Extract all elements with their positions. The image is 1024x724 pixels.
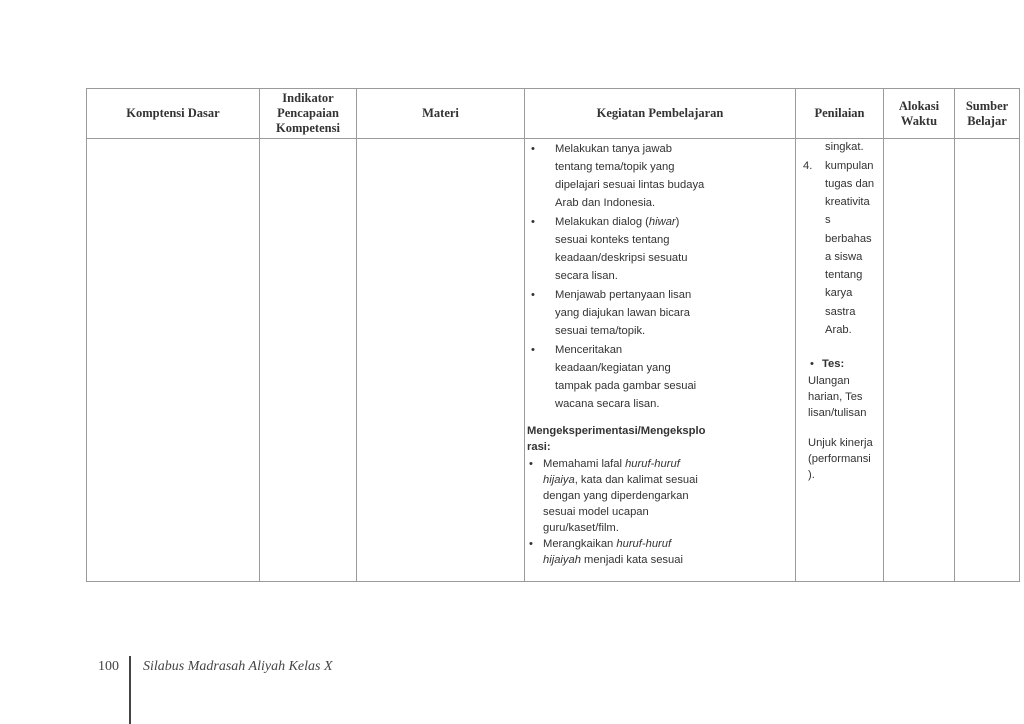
text-line: keadaan/deskripsi sesuatu bbox=[555, 252, 688, 264]
header-sumber-line: Sumber bbox=[965, 98, 1009, 113]
text-part: Melakukan dialog ( bbox=[555, 216, 649, 228]
text-line: dipelajari sesuai lintas budaya bbox=[555, 179, 705, 191]
text-line: s bbox=[825, 214, 831, 226]
text-part: Memahami lafal bbox=[543, 458, 626, 470]
text-line: harian, Tes bbox=[808, 391, 863, 403]
header-sumber bbox=[955, 89, 1020, 139]
text-line: tentang tema/topik yang bbox=[555, 161, 675, 173]
italic-term: hijaiyah bbox=[543, 554, 581, 566]
text-line: lisan/tulisan bbox=[808, 407, 867, 419]
text-line: Menceritakan bbox=[555, 344, 623, 356]
text-line: Arab. bbox=[825, 324, 852, 336]
cell-indikator bbox=[260, 139, 357, 582]
list-number: 4. bbox=[803, 160, 813, 172]
text-line: Menjawab pertanyaan lisan bbox=[555, 289, 692, 301]
cell-kegiatan bbox=[525, 139, 796, 582]
italic-term: huruf-huruf bbox=[616, 538, 672, 550]
hiwar-term: hiwar bbox=[648, 216, 676, 228]
header-indikator-line: Kompetensi bbox=[276, 121, 340, 135]
cell-kompetensi-dasar bbox=[87, 139, 260, 582]
header-alokasi-line: Alokasi bbox=[898, 98, 940, 113]
text-line: dengan yang diperdengarkan bbox=[543, 490, 689, 502]
text-line bbox=[543, 554, 683, 566]
text-line: sesuai tema/topik. bbox=[555, 325, 646, 337]
header-alokasi-line: Waktu bbox=[900, 113, 938, 128]
tes-label: Tes: bbox=[822, 358, 845, 370]
bullet: • bbox=[529, 458, 533, 470]
bullet: • bbox=[531, 344, 535, 356]
text-part: Merangkaikan bbox=[543, 538, 617, 550]
text-line: kreativita bbox=[825, 196, 870, 208]
text-line: sesuai konteks tentang bbox=[555, 234, 670, 246]
text-line: (performansi bbox=[808, 453, 871, 465]
text-line: Ulangan bbox=[808, 375, 850, 387]
text-line: ). bbox=[808, 469, 815, 481]
header-kompetensi-dasar: Komptensi Dasar bbox=[87, 89, 260, 139]
text-line: tentang bbox=[825, 269, 863, 281]
text-line: sastra bbox=[825, 306, 856, 318]
bullet: • bbox=[531, 143, 535, 155]
text-line bbox=[543, 474, 698, 486]
text-line: berbahas bbox=[825, 233, 872, 245]
text-line: karya bbox=[825, 287, 853, 299]
cell-materi bbox=[357, 139, 525, 582]
header-materi: Materi bbox=[357, 89, 525, 139]
italic-term: hijaiya bbox=[543, 474, 575, 486]
footer-divider bbox=[129, 656, 131, 724]
cell-penilaian bbox=[796, 139, 884, 582]
bullet: • bbox=[529, 538, 533, 550]
bullet: • bbox=[531, 289, 535, 301]
text-line: Unjuk kinerja bbox=[808, 437, 873, 449]
cell-alokasi bbox=[884, 139, 955, 582]
text-line: wacana secara lisan. bbox=[555, 398, 660, 410]
italic-term: huruf-huruf bbox=[625, 458, 680, 470]
text-line: sesuai model ucapan bbox=[543, 506, 649, 518]
content-row bbox=[87, 139, 1020, 582]
text-line: tugas dan bbox=[825, 178, 875, 190]
text-line: Arab dan Indonesia. bbox=[555, 197, 656, 209]
text-line bbox=[543, 538, 671, 550]
text-line: yang diajukan lawan bicara bbox=[555, 307, 690, 319]
text-part: ) bbox=[675, 216, 680, 228]
footer-title: Silabus Madrasah Aliyah Kelas X bbox=[143, 659, 333, 674]
text-line bbox=[543, 458, 680, 470]
section-heading: Mengeksperimentasi/Mengeksplo bbox=[527, 425, 706, 437]
page-number: 100 bbox=[98, 659, 119, 674]
header-indikator bbox=[260, 89, 357, 139]
text-line: singkat. bbox=[825, 141, 864, 153]
text-line: guru/kaset/film. bbox=[543, 522, 619, 534]
header-row bbox=[87, 89, 1020, 139]
text-line: keadaan/kegiatan yang bbox=[555, 362, 671, 374]
header-sumber-line: Belajar bbox=[967, 113, 1007, 128]
section-heading: rasi: bbox=[527, 441, 551, 453]
text-line: Melakukan tanya jawab bbox=[555, 143, 672, 155]
bullet: • bbox=[531, 216, 535, 228]
text-part: menjadi kata sesuai bbox=[580, 554, 683, 566]
text-line: tampak pada gambar sesuai bbox=[555, 380, 697, 392]
text-line: kumpulan bbox=[825, 160, 874, 172]
text-line bbox=[555, 216, 679, 228]
header-alokasi bbox=[884, 89, 955, 139]
bullet: • bbox=[810, 358, 814, 370]
header-indikator-line: Pencapaian bbox=[277, 106, 339, 120]
text-part: , kata dan kalimat sesuai bbox=[574, 474, 698, 486]
header-kegiatan: Kegiatan Pembelajaran bbox=[525, 89, 796, 139]
syllabus-table bbox=[86, 88, 1020, 582]
header-indikator-line: Indikator bbox=[282, 91, 334, 105]
text-line: a siswa bbox=[825, 251, 863, 263]
header-penilaian: Penilaian bbox=[796, 89, 884, 139]
text-line: secara lisan. bbox=[555, 270, 618, 282]
cell-sumber bbox=[955, 139, 1020, 582]
